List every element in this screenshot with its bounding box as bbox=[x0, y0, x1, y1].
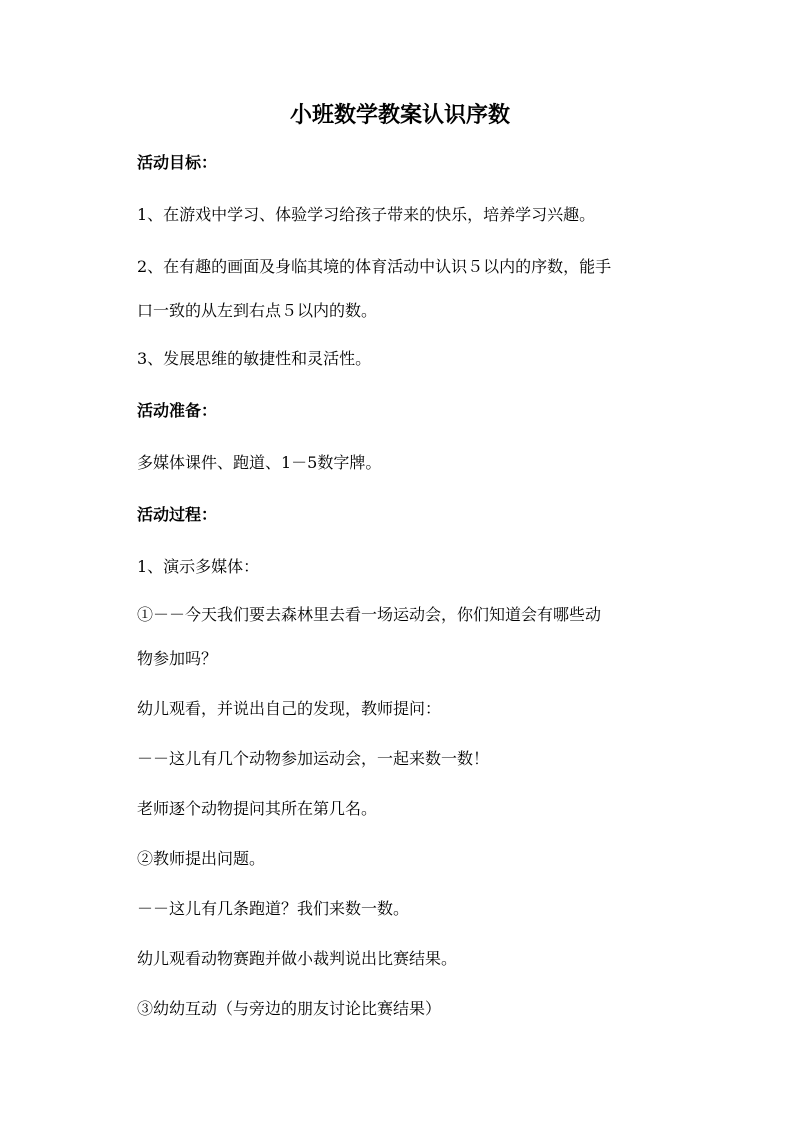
section-heading-objectives: 活动目标： bbox=[137, 153, 218, 172]
paragraph-preparation: 多媒体课件、跑道、1－5数字牌。 bbox=[137, 453, 382, 472]
paragraph-process-2: ①－－今天我们要去森林里去看一场运动会，你们知道会有哪些动 bbox=[137, 605, 602, 624]
paragraph-objective-2-cont: 口一致的从左到右点５以内的数。 bbox=[137, 301, 378, 320]
paragraph-process-7: －－这儿有几条跑道？我们来数一数。 bbox=[137, 899, 410, 918]
paragraph-process-8: 幼儿观看动物赛跑并做小裁判说出比赛结果。 bbox=[137, 949, 458, 968]
paragraph-process-3: 幼儿观看，并说出自己的发现，教师提问： bbox=[137, 699, 442, 718]
paragraph-process-4: －－这儿有几个动物参加运动会，一起来数一数！ bbox=[137, 749, 490, 768]
paragraph-process-6: ②教师提出问题。 bbox=[137, 849, 266, 868]
paragraph-objective-2: 2、在有趣的画面及身临其境的体育活动中认识５以内的序数，能手 bbox=[137, 257, 612, 276]
document-title: 小班数学教案认识序数 bbox=[289, 102, 510, 128]
paragraph-process-9: ③幼幼互动（与旁边的朋友讨论比赛结果） bbox=[137, 999, 442, 1018]
section-heading-preparation: 活动准备： bbox=[137, 401, 218, 420]
paragraph-objective-3: 3、发展思维的敏捷性和灵活性。 bbox=[137, 349, 372, 368]
section-heading-process: 活动过程： bbox=[137, 505, 218, 524]
paragraph-process-5: 老师逐个动物提问其所在第几名。 bbox=[137, 799, 378, 818]
paragraph-process-2-cont: 物参加吗？ bbox=[137, 649, 218, 668]
paragraph-objective-1: 1、在游戏中学习、体验学习给孩子带来的快乐，培养学习兴趣。 bbox=[137, 205, 596, 224]
paragraph-process-1: 1、演示多媒体： bbox=[137, 557, 260, 576]
